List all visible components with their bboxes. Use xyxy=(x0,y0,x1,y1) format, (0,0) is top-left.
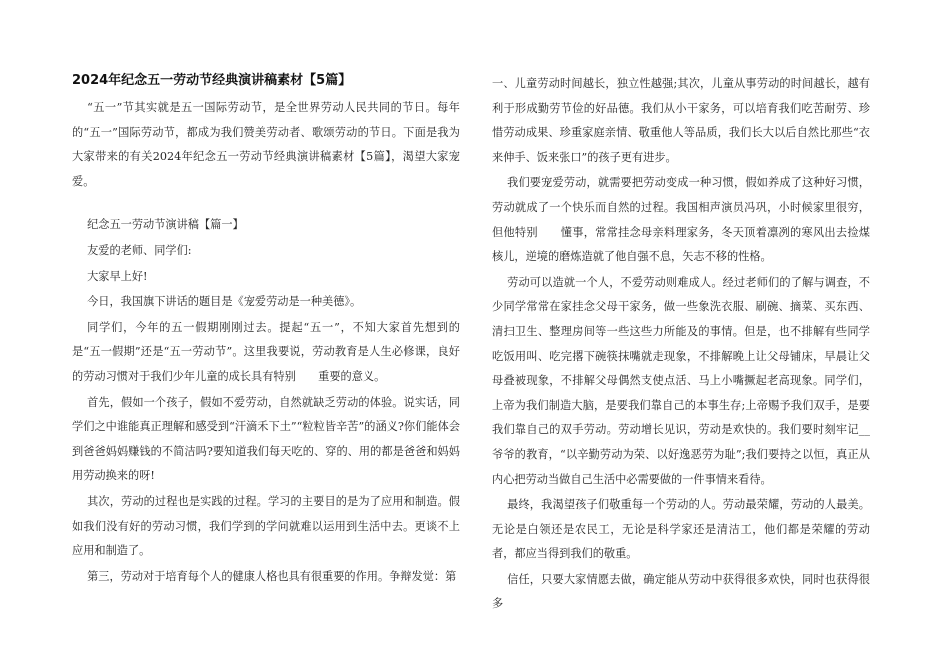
paragraph: 第三，劳动对于培育每个人的健康人格也具有很重要的作用。争辩发觉：第 xyxy=(87,569,457,583)
left-column xyxy=(72,72,460,590)
intro-paragraph: “五一”节其实就是五一国际劳动节，是全世界劳动人民共同的节日。每年的“五一”国际劳动节，都成为我们赞美劳动者、歌颂劳动的节日。下面是我为大家带来的有关2024年纪念五一劳动节经典演讲稿素材【5篇】，渴望大家宠爱。 xyxy=(72,101,460,188)
paragraph: 其次，劳动的过程也是实践的过程。学习的主要目的是为了应用和制造。假如我们没有好的劳动习惯，我们学到的学问就难以运用到生活中去。更谈不上应用和制造了。 xyxy=(72,494,460,558)
paragraph: 同学们，今年的五一假期刚刚过去。提起“五一”，不知大家首先想到的是“五一假期”还是“五一劳动节”。这里我要说，劳动教育是人生必修课，良好的劳动习惯对于我们少年儿童的成长具有特别 重要的意义。 xyxy=(72,320,460,383)
paragraph: 首先，假如一个孩子，假如不爱劳动，自然就缺乏劳动的体验。说实话，同学们之中谁能真正理解和感受到“汗滴禾下土”“粒粒皆辛苦”的涵义?你们能体会到爸爸妈妈赚钱的不简洁吗?要知道我们每天吃的、穿的、用的都是爸爸和妈妈用劳动换来的呀! xyxy=(72,395,460,483)
salutation: 友爱的老师、同学们: xyxy=(87,243,192,257)
paragraph: 今日，我国旗下讲话的题目是《宠爱劳动是一种美德》。 xyxy=(87,295,362,309)
document-title: 2024年纪念五一劳动节经典演讲稿素材【5篇】 xyxy=(72,73,352,88)
paragraph: 我们要宠爱劳动，就需要把劳动变成一种习惯，假如养成了这种好习惯，劳动就成了一个快乐而自然的过程。我国相声演员冯巩，小时候家里很穷，但他特别 懂事，常常挂念母亲料理家务，冬天顶着凛冽的寒风出去捡煤核儿，逆境的磨炼造就了他自强不息，矢志不移的性格。 xyxy=(492,176,870,264)
paragraph: 劳动可以造就一个人，不爱劳动则难成人。经过老师们的了解与调查，不少同学常常在家挂念父母干家务，做一些象洗衣服、刷碗、摘菜、买东西、清扫卫生、整理房间等一些这些力所能及的事情。但是，也不排解有些同学吃饭用叫、吃完撂下碗筷抹嘴就走现象，不排解晚上让父母铺床，早晨让父母叠被现象，不排解父母偶然支使点活、马上小嘴撅起老高现象。同学们，上帝为我们制造大脑，是要我们靠自己的本事生存;上帝赐予我们双手，是要我们靠自己的双手劳动。劳动增长见识，劳动是欢快的。我们要时刻牢记__爷爷的教育，“以辛勤劳动为荣、以好逸恶劳为耻”;我们要持之以恒，真正从内心把劳动当做自己生活中必需要做的一件事情来看待。 xyxy=(492,275,870,486)
paragraph: 信任，只要大家情愿去做，确定能从劳动中获得很多欢快，同时也获得很多 xyxy=(492,572,870,611)
right-column xyxy=(492,72,870,618)
paragraph-continued: 一、儿童劳动时间越长，独立性越强;其次，儿童从事劳动的时间越长，越有利于形成勤劳节俭的好品德。我们从小干家务，可以培育我们吃苦耐劳、珍惜劳动成果、珍重家庭亲情、敬重他人等品质，我们长大以后自然比那些“衣来伸手、饭来张口”的孩子更有进步。 xyxy=(492,77,870,164)
spacer xyxy=(72,195,460,213)
section-heading: 纪念五一劳动节演讲稿【篇一】 xyxy=(87,218,244,232)
paragraph: 最终，我渴望孩子们敬重每一个劳动的人。劳动最荣耀，劳动的人最美。无论是白领还是农民工，无论是科学家还是清洁工，他们都是荣耀的劳动者，都应当得到我们的敬重。 xyxy=(492,498,870,561)
greeting: 大家早上好! xyxy=(87,269,148,283)
